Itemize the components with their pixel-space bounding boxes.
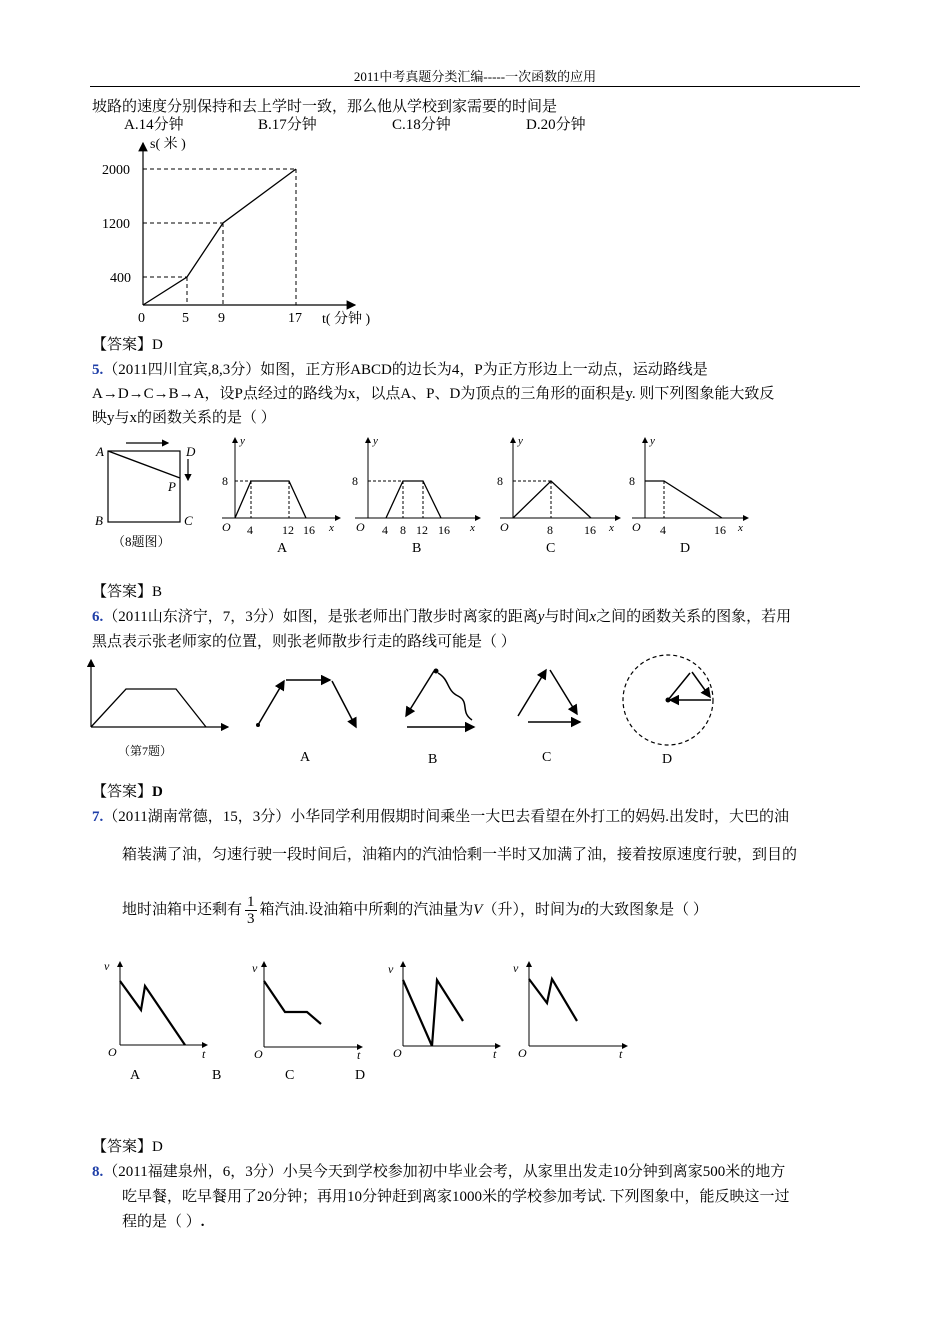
- q5-graph-b-o: O: [356, 520, 365, 534]
- square-label-p: P: [168, 479, 176, 494]
- q7-frac-den: 3: [247, 911, 255, 927]
- q4-y-tick: 2000: [102, 163, 130, 178]
- q7-graph-1-o: O: [108, 1045, 117, 1059]
- q5-graph-c-tick: 16: [584, 523, 596, 537]
- q6-answer: D: [152, 784, 163, 800]
- q4-x-tick: 0: [138, 311, 145, 326]
- q4-y-tick: 400: [110, 271, 131, 286]
- q5-graph-a-x: x: [329, 522, 334, 534]
- q5-graph-c-tick: 8: [547, 523, 553, 537]
- q7-graph-2: [252, 961, 362, 1062]
- q5-graph-d-tick: 16: [714, 523, 726, 537]
- q7-option-b: B: [212, 1068, 222, 1083]
- square-label-d: D: [186, 444, 196, 459]
- q5-graph-c-yval: 8: [497, 474, 503, 488]
- q5-graph-c-y: y: [518, 435, 523, 447]
- q5-graph-d-y: y: [650, 435, 655, 447]
- q7-graph-4-t: t: [619, 1047, 623, 1061]
- q7-graph-4-v: v: [513, 961, 519, 975]
- q4-option-b: B.17分钟: [258, 117, 317, 133]
- q8-line2: 吃早餐，吃早餐用了20分钟；再用10分钟赶到离家1000米的学校参加考试. 下列图象中，能反映这一过: [122, 1189, 790, 1205]
- q7-line3-d: 的大致图象是（ ）: [584, 901, 708, 918]
- q4-option-d: D.20分钟: [526, 117, 586, 133]
- q7-graph-1-t: t: [202, 1047, 206, 1061]
- q7-line3-a: 地时油箱中还剩有: [122, 901, 243, 918]
- q5-graph-d-label: D: [680, 541, 691, 556]
- q7-graph-1-v: v: [104, 959, 110, 973]
- q7-graph-3-t: t: [493, 1047, 497, 1061]
- q5-graph-b-label: B: [412, 541, 422, 556]
- square-label-a: A: [96, 444, 104, 459]
- q6-number: 6.: [92, 609, 104, 625]
- q6-option-c: C: [542, 750, 552, 765]
- q6-var-x: x: [589, 609, 597, 625]
- q4-option-a: A.14分钟: [124, 117, 184, 133]
- q7-graph-4-o: O: [518, 1046, 527, 1060]
- q4-answer: 【答案】D: [92, 337, 163, 353]
- q5-graph-a-tick: 4: [247, 523, 253, 537]
- q8-number: 8.: [92, 1164, 104, 1180]
- q4-x-tick: 5: [182, 311, 189, 326]
- q6-answer-prefix: 【答案】: [92, 784, 153, 800]
- q4-y-tick: 1200: [102, 217, 130, 232]
- q7-option-c: C: [285, 1068, 295, 1083]
- q5-line1: （2011四川宜宾,8,3分）如图，正方形ABCD的边长为4，P为正方形边上一动点，运动路线是: [103, 362, 708, 378]
- q5-line2: A→D→C→B→A，设P点经过的路线为x，以点A、P、D为顶点的三角形的面积是y. 则下列图象能大致反: [92, 386, 775, 402]
- q5-line3: 映y与x的函数关系的是（ ）: [92, 410, 276, 426]
- q4-x-tick: 17: [288, 311, 302, 326]
- q7-var-v: V: [473, 901, 483, 918]
- q5-graph-a-tick: 12: [282, 523, 294, 537]
- q6-var-y: y: [537, 609, 545, 625]
- q6-line1-a: （2011山东济宁，7，3分）如图，是张老师出门散步时离家的距离: [103, 609, 538, 625]
- q7-line3-b: 箱汽油.设油箱中所剩的汽油量为: [259, 901, 474, 918]
- square-label-b: B: [95, 513, 103, 528]
- q7-graph-2-o: O: [254, 1047, 263, 1061]
- q5-answer: B: [152, 584, 163, 600]
- q5-graph-d-o: O: [632, 520, 641, 534]
- q6-option-d: D: [662, 752, 673, 767]
- q8-line1: （2011福建泉州，6，3分）小吴今天到学校参加初中毕业会考，从家里出发走10分钟到离家500米的地方: [103, 1164, 786, 1180]
- q5-graph-b-y: y: [373, 435, 378, 447]
- q5-graph-a-yval: 8: [222, 474, 228, 488]
- square-label-c: C: [184, 513, 193, 528]
- q5-graph-a-tick: 16: [303, 523, 315, 537]
- q7-option-d: D: [355, 1068, 366, 1083]
- q6-option-a: A: [300, 750, 311, 765]
- q7-graph-4: [513, 961, 627, 1061]
- q5-graph-d-x: x: [738, 522, 743, 534]
- q5-graph-a-y: y: [240, 435, 245, 447]
- q6-option-b: B: [428, 752, 438, 767]
- q5-graph-b-tick: 16: [438, 523, 450, 537]
- q5-graph-c-label: C: [546, 541, 556, 556]
- q5-graph-a-label: A: [277, 541, 288, 556]
- page-header: 2011中考真题分类汇编-----一次函数的应用: [353, 69, 597, 84]
- q5-graph-b-tick: 8: [400, 523, 406, 537]
- square-caption: （8题图）: [112, 534, 171, 549]
- q5-graph-b-x: x: [470, 522, 475, 534]
- q6-line1-c: 之间的函数关系的图象，若用: [596, 609, 792, 625]
- q7-number: 7.: [92, 809, 104, 825]
- q5-graph-b-yval: 8: [352, 474, 358, 488]
- q6-graph-caption: （第7题）: [118, 744, 173, 758]
- q5-graph-c-x: x: [609, 522, 614, 534]
- q7-answer: 【答案】D: [92, 1139, 163, 1155]
- q7-graph-2-t: t: [357, 1048, 361, 1062]
- q5-graph-d-tick: 4: [660, 523, 666, 537]
- q4-stem: 坡路的速度分别保持和去上学时一致，那么他从学校到家需要的时间是: [92, 99, 558, 115]
- q4-x-tick: 9: [218, 311, 225, 326]
- q7-option-a: A: [130, 1068, 141, 1083]
- q7-frac-num: 1: [247, 894, 255, 910]
- q8-line3-period: .: [200, 1214, 205, 1230]
- q5-graph-b-tick: 12: [416, 523, 428, 537]
- q6-line1-b: 与时间: [544, 609, 590, 625]
- q7-graph-1: [104, 959, 207, 1061]
- q5-graph-c-o: O: [500, 520, 509, 534]
- q7-line1: （2011湖南常德，15，3分）小华同学利用假期时间乘坐一大巴去看望在外打工的妈妈.出发时，大巴的油: [103, 809, 789, 825]
- q7-graph-3-v: v: [388, 962, 394, 976]
- q8-line3: 程的是（ ）: [122, 1214, 201, 1230]
- q5-number: 5.: [92, 362, 104, 378]
- q7-line2: 箱装满了油，匀速行驶一段时间后，油箱内的汽油恰剩一半时又加满了油，接着按原速度行驶，到目的: [122, 847, 798, 863]
- q7-graph-3-o: O: [393, 1046, 402, 1060]
- q5-graph-d-yval: 8: [629, 474, 635, 488]
- q5-answer-prefix: 【答案】: [92, 584, 153, 600]
- q4-x-label: t( 分钟 ): [322, 312, 371, 327]
- q7-var-t: t: [579, 901, 585, 918]
- q7-line3-c: （升），时间为: [482, 901, 580, 918]
- q6-line2: 黑点表示张老师家的位置，则张老师散步行走的路线可能是（ ）: [92, 634, 516, 650]
- q4-y-label: s( 米 ): [150, 137, 186, 152]
- q5-graph-b-tick: 4: [382, 523, 388, 537]
- q7-graph-2-v: v: [252, 961, 258, 975]
- q5-graph-a-o: O: [222, 520, 231, 534]
- q4-option-c: C.18分钟: [392, 117, 451, 133]
- q7-graph-3: [388, 962, 500, 1061]
